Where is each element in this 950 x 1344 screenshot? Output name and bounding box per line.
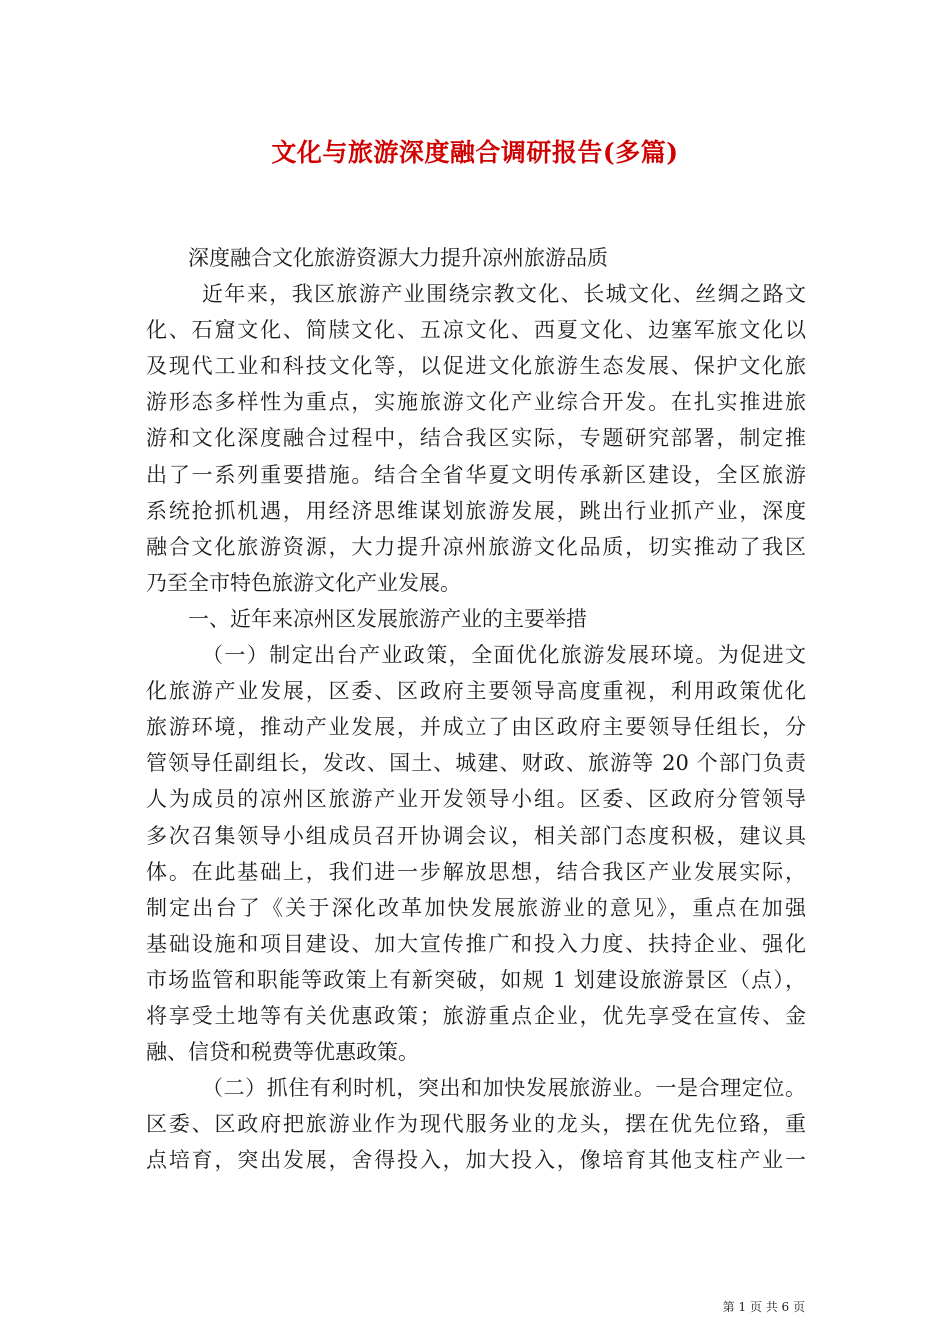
text-line: 基础设施和项目建设、加大宣传推广和投入力度、扶持企业、强化 — [146, 931, 806, 956]
text-line: 深度融合文化旅游资源大力提升凉州旅游品质 — [188, 246, 608, 270]
text-line: 市场监管和职能等政策上有新突破，如规 1 划建设旅游景区（点）， — [146, 967, 806, 992]
document-title: 文化与旅游深度融合调研报告(多篇) — [271, 138, 679, 167]
text-line: 将享受土地等有关优惠政策；旅游重点企业，优先享受在宣传、金 — [146, 1003, 806, 1028]
text-line: 融合文化旅游资源，大力提升凉州旅游文化品质，切实推动了我区 — [146, 534, 806, 559]
text-line: 管领导任副组长，发改、国土、城建、财政、旅游等 20 个部门负责 — [146, 751, 806, 776]
text-line: 点培育，突出发展，舍得投入，加大投入，像培育其他支柱产业一 — [146, 1148, 806, 1173]
text-line: 及现代工业和科技文化等，以促进文化旅游生态发展、保护文化旅 — [146, 354, 806, 379]
text-line: 游形态多样性为重点，实施旅游文化产业综合开发。在扎实推进旅 — [146, 390, 806, 415]
text-line: 出了一系列重要措施。结合全省华夏文明传承新区建设，全区旅游 — [146, 462, 806, 487]
text-line: 人为成员的凉州区旅游产业开发领导小组。区委、区政府分管领导 — [146, 787, 806, 812]
text-line: 区委、区政府把旅游业作为现代服务业的龙头，摆在优先位臵，重 — [146, 1112, 806, 1137]
text-line: 一、近年来凉州区发展旅游产业的主要举措 — [188, 606, 587, 631]
text-line: 多次召集领导小组成员召开协调会议，相关部门态度积极，建议具 — [146, 823, 806, 848]
text-line: 近年来，我区旅游产业围绕宗教文化、长城文化、丝绸之路文 — [202, 282, 806, 307]
text-line: 乃至全市特色旅游文化产业发展。 — [146, 570, 461, 595]
text-line: （一）制定出台产业政策，全面优化旅游发展环境。为促进文 — [202, 643, 806, 668]
text-line: 融、信贷和税费等优惠政策。 — [146, 1040, 419, 1065]
text-line: 系统抢抓机遇，用经济思维谋划旅游发展，跳出行业抓产业，深度 — [146, 498, 806, 523]
text-line: （二）抓住有利时机，突出和加快发展旅游业。一是合理定位。 — [202, 1076, 806, 1101]
text-line: 游和文化深度融合过程中，结合我区实际，专题研究部署，制定推 — [146, 426, 806, 451]
text-line: 化、石窟文化、简牍文化、五凉文化、西夏文化、边塞军旅文化以 — [146, 318, 806, 343]
text-line: 化旅游产业发展，区委、区政府主要领导高度重视，利用政策优化 — [146, 679, 806, 704]
text-line: 体。在此基础上，我们进一步解放思想，结合我区产业发展实际， — [146, 859, 806, 884]
document-body — [146, 240, 806, 1178]
text-line: 旅游环境，推动产业发展，并成立了由区政府主要领导任组长，分 — [146, 715, 806, 740]
text-line: 制定出台了《关于深化改革加快发展旅游业的意见》，重点在加强 — [146, 895, 806, 920]
page-footer: 第 1 页 共 6 页 — [722, 1300, 805, 1314]
